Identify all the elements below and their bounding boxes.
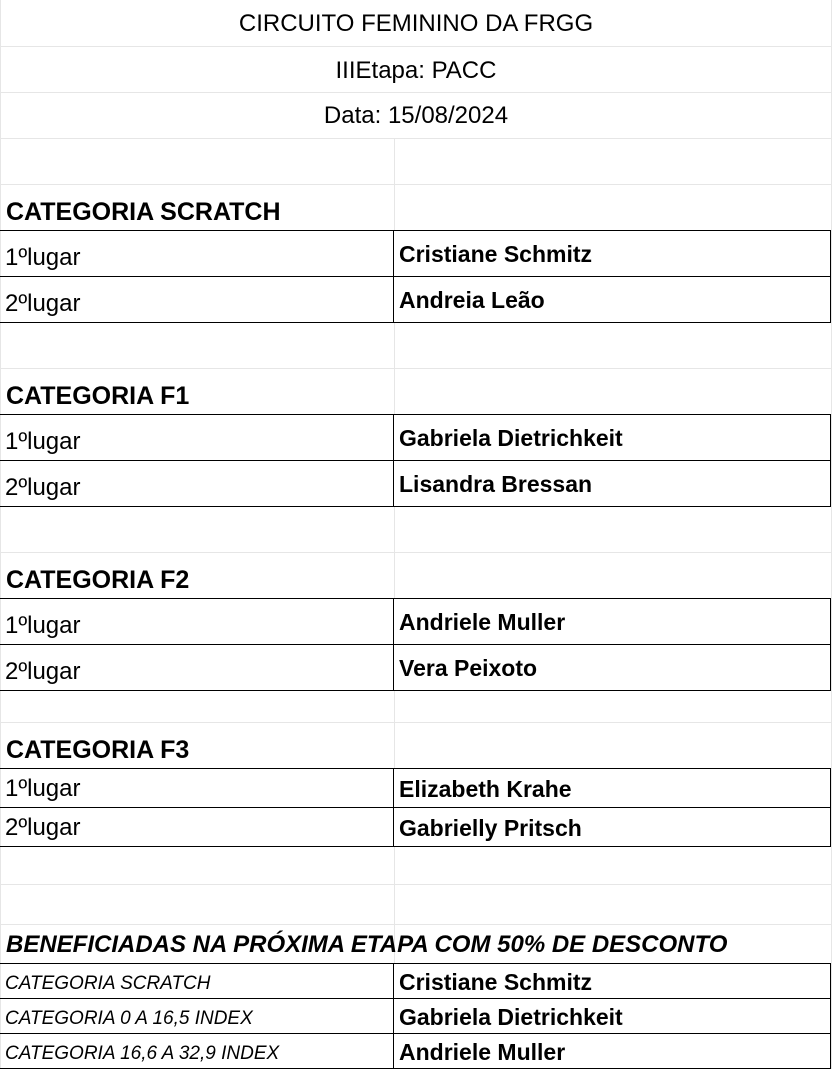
table-border (0, 276, 831, 277)
table-border (0, 998, 831, 999)
place-label: 1ºlugar (5, 612, 81, 639)
table-border (0, 414, 831, 415)
table-border (0, 322, 831, 323)
table-border (0, 598, 831, 599)
gridline (0, 138, 832, 139)
gridline (0, 368, 832, 369)
player-name: Elizabeth Krahe (399, 776, 572, 802)
table-border (393, 414, 394, 506)
gridline (394, 138, 395, 230)
date-label: Data: 15/08/2024 (323, 102, 509, 129)
beneficiaries-heading: BENEFICIADAS NA PRÓXIMA ETAPA COM 50% DE DESCONTO (6, 931, 728, 958)
table-border (830, 963, 831, 1069)
place-label: 2ºlugar (5, 814, 81, 841)
table-border (393, 598, 394, 690)
table-border (830, 768, 831, 846)
table-border (393, 963, 394, 1069)
category-heading: CATEGORIA SCRATCH (6, 198, 281, 226)
table-border (0, 690, 831, 691)
gridline (0, 924, 832, 925)
table-border (0, 230, 831, 231)
table-border (0, 506, 831, 507)
player-name: Gabriela Dietrichkeit (399, 1004, 623, 1030)
table-border (0, 807, 831, 808)
category-heading: CATEGORIA F1 (6, 382, 190, 410)
gridline (0, 46, 832, 47)
player-name: Vera Peixoto (399, 655, 538, 681)
table-border (0, 644, 831, 645)
player-name: Cristiane Schmitz (399, 969, 592, 995)
beneficiary-category: CATEGORIA 16,6 A 32,9 INDEX (5, 1043, 280, 1064)
table-border (0, 460, 831, 461)
table-border (0, 846, 831, 847)
gridline (394, 506, 395, 598)
place-label: 2ºlugar (5, 658, 81, 685)
player-name: Andriele Muller (399, 609, 566, 635)
gridline (394, 322, 395, 414)
gridline (0, 722, 832, 723)
gridline (0, 0, 1, 1069)
place-label: 1ºlugar (5, 244, 81, 271)
category-heading: CATEGORIA F3 (6, 736, 190, 764)
page-title: CIRCUITO FEMININO DA FRGG (238, 10, 594, 37)
table-border (0, 1033, 831, 1034)
player-name: Gabriela Dietrichkeit (399, 425, 623, 451)
player-name: Lisandra Bressan (399, 471, 593, 497)
place-label: 2ºlugar (5, 474, 81, 501)
table-border (830, 598, 831, 690)
stage-label: IIIEtapa: PACC (335, 57, 497, 84)
player-name: Cristiane Schmitz (399, 241, 592, 267)
category-heading: CATEGORIA F2 (6, 566, 190, 594)
beneficiary-category: CATEGORIA SCRATCH (5, 973, 211, 994)
place-label: 1ºlugar (5, 428, 81, 455)
table-border (0, 768, 831, 769)
gridline (394, 690, 395, 768)
table-border (0, 963, 831, 964)
place-label: 2ºlugar (5, 290, 81, 317)
beneficiary-category: CATEGORIA 0 A 16,5 INDEX (5, 1008, 253, 1029)
table-border (393, 768, 394, 846)
gridline (0, 92, 832, 93)
place-label: 1ºlugar (5, 775, 81, 802)
gridline (0, 184, 832, 185)
player-name: Andreia Leão (399, 287, 545, 313)
table-border (393, 230, 394, 322)
gridline (0, 552, 832, 553)
table-border (830, 230, 831, 322)
player-name: Gabrielly Pritsch (399, 815, 582, 841)
player-name: Andriele Muller (399, 1039, 566, 1065)
table-border (830, 414, 831, 506)
gridline (0, 884, 832, 885)
